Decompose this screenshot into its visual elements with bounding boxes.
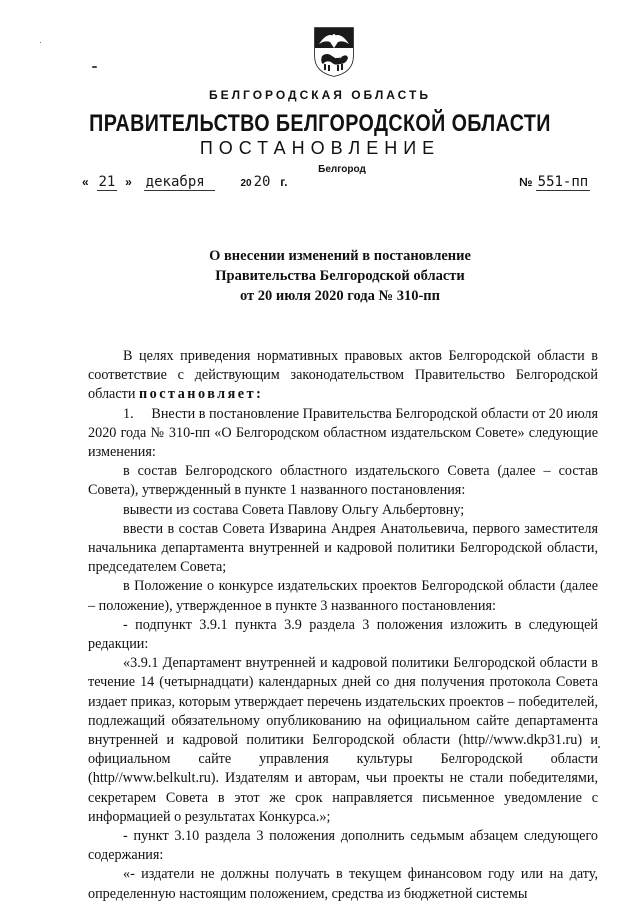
date-year-prefix: 20 <box>240 178 252 189</box>
coat-of-arms-emblem <box>313 26 355 78</box>
resolves-keyword: постановляет <box>138 386 257 403</box>
resolves-colon: : <box>256 386 264 403</box>
body-paragraph: «3.9.1 Департамент внутренней и кадровой политики Белгородской области в течение 14 (четырнадцати) календарных дней со дня получения протокола Совета издает приказ, которым утверждает перечень издательских проектов – победителей, подлежащий обязательному опубликованию на официальном сайте департамента внутренней и кадровой политики Белгородской области (http//www.dkp31.ru) и официальном сайте управления культуры Белгородской области (http//www.belkult.ru). Издателям и авторам, чьи проекты не стали победителями, секретарем Совета в этот же срок направляется письменное уведомление с информацией о результатах Конкурса.»; <box>88 655 598 825</box>
number-sign: № <box>519 175 533 189</box>
title-line: от 20 июля 2020 года № 310-пп <box>240 288 440 304</box>
date-open-quote: « <box>82 175 89 189</box>
body-paragraph: вывести из состава Совета Павлову Ольгу Альбертовну; <box>123 501 465 518</box>
date-year-mark: г. <box>280 175 288 189</box>
body-paragraph: 1. Внести в постановление Правительства Белгородской области от 20 июля 2020 года № 310-пп «О Белгородском областном издательском Совете» следующие изменения: <box>88 405 598 461</box>
date-month: декабря <box>144 174 215 191</box>
body-paragraph: ввести в состав Совета Изварина Андрея Анатольевича, первого заместителя начальника департамента внутренней и кадровой политики Белгородской области, председателем Совета; <box>88 520 598 576</box>
body-paragraph: «- издатели не должны получать в текущем финансовом году или на дату, определенную настоящим положением, средства из бюджетной системы <box>88 866 598 902</box>
number-value: 551-пп <box>537 174 589 190</box>
title-line: Правительства Белгородской области <box>215 268 465 284</box>
document-body <box>88 347 598 904</box>
body-paragraph: в состав Белгородского областного издательского Совета (далее – состав Совета), утвержденный в пункте 1 названного постановления: <box>88 463 598 499</box>
document-date <box>82 174 287 191</box>
body-paragraph: - пункт 3.10 раздела 3 положения дополнить седьмым абзацем следующего содержания: <box>88 828 598 864</box>
date-day: 21 <box>98 174 116 190</box>
scan-speck <box>598 746 600 748</box>
preamble-text: В целях приведения нормативных правовых актов Белгородской области в соответствие с действующим законодательством Правительство Белгородской области <box>88 348 598 403</box>
scan-speck <box>92 66 97 68</box>
region-heading: БЕЛГОРОДСКАЯ ОБЛАСТЬ <box>209 88 431 102</box>
body-paragraph: в Положение о конкурсе издательских проектов Белгородской области (далее – положение), утвержденное в пункте 3 названного постановления: <box>88 578 598 614</box>
document-title <box>0 246 640 306</box>
government-heading: ПРАВИТЕЛЬСТВО БЕЛГОРОДСКОЙ ОБЛАСТИ <box>89 110 551 137</box>
body-paragraph <box>88 347 598 405</box>
title-line: О внесении изменений в постановление <box>209 248 471 264</box>
body-paragraph: - подпункт 3.9.1 пункта 3.9 раздела 3 положения изложить в следующей редакции: <box>88 616 598 653</box>
date-close-quote: » <box>125 175 132 189</box>
document-number <box>519 174 590 191</box>
date-year-suffix: 20 <box>253 174 271 190</box>
city-label: Белгород <box>318 164 366 175</box>
scan-speck <box>40 42 41 43</box>
document-type-heading: ПОСТАНОВЛЕНИЕ <box>199 138 441 158</box>
